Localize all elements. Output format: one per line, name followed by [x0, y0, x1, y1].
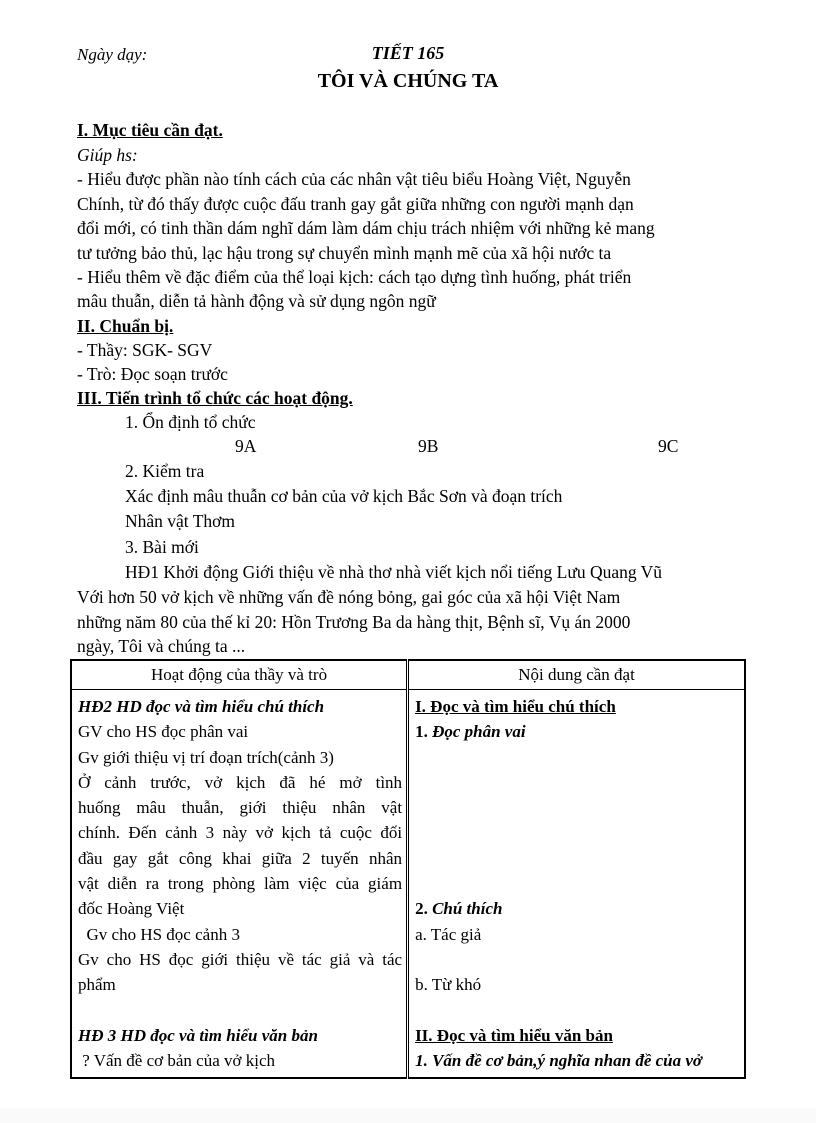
step-1: 1. Ổn định tổ chức [125, 412, 256, 432]
goal-line: Chính, từ đó thấy được cuộc đấu tranh gay gắt giữa những con người mạnh dạn [77, 194, 634, 214]
activities-cell [71, 690, 408, 1079]
prep-line: - Trò: Đọc soạn trước [77, 364, 228, 384]
check-line: Nhân vật Thơm [125, 511, 236, 531]
activity-line: vật diễn ra trong phòng làm việc của giám [78, 874, 403, 894]
activity-line: Gv cho HS đọc cảnh 3 [78, 924, 240, 944]
date-label: Ngày dạy: [77, 45, 148, 64]
intro-line: những năm 80 của thế kỉ 20: Hồn Trương Ba da hàng thịt, Bệnh sĩ, Vụ án 2000 [77, 612, 631, 632]
activity-line: Ở cảnh trước, vở kịch đã hé mở tình [78, 772, 403, 792]
activity-line: Gv cho HS đọc giới thiệu về tác giả và tác [78, 949, 403, 969]
goal-line: đổi mới, có tinh thần dám nghĩ dám làm dám chịu trách nhiệm với những kẻ mang [77, 218, 655, 238]
goal-line: mâu thuẫn, diễn tả hành động và sử dụng ngôn ngữ [77, 291, 436, 311]
item-number: 2. [415, 899, 433, 919]
item-label: Đọc phân vai [432, 722, 526, 742]
step-2: 2. Kiểm tra [125, 461, 205, 481]
page-bottom-edge [0, 1108, 816, 1123]
content-item: b. Từ khó [415, 975, 482, 995]
class-9c: 9C [658, 436, 679, 456]
goal-line: tư tưởng bảo thủ, lạc hậu trong sự chuyển mình mạnh mẽ của xã hội nước ta [77, 243, 612, 263]
content-section-2: II. Đọc và tìm hiểu văn bản [415, 1025, 613, 1045]
activity-line: chính. Đến cảnh 3 này vở kịch tả cuộc đối [78, 823, 403, 843]
activity-line: đốc Hoàng Việt [78, 899, 185, 919]
column-header-activities: Hoạt động của thầy và trò [71, 660, 408, 690]
activity-line: đầu gay gắt công khai giữa 2 tuyến nhân [78, 848, 403, 868]
goal-line: - Hiểu thêm về đặc điểm của thể loại kịch: cách tạo dựng tình huống, phát triển [77, 267, 632, 287]
content-section-1: I. Đọc và tìm hiểu chú thích [415, 697, 616, 716]
content-item: 1. Vấn đề cơ bản,ý nghĩa nhan đề của vở [415, 1051, 703, 1071]
hd2-heading: HĐ2 HD đọc và tìm hiểu chú thích [78, 697, 325, 716]
intro-line: Với hơn 50 vở kịch về những vấn đề nóng bỏng, gai góc của xã hội Việt Nam [77, 587, 621, 607]
section2-heading: II. Chuẩn bị. [77, 316, 174, 336]
intro-line: ngày, Tôi và chúng ta ... [77, 636, 246, 656]
step-3: 3. Bài mới [125, 537, 199, 557]
column-header-content: Nội dung cần đạt [408, 660, 745, 690]
item-number: 1. [415, 722, 433, 742]
hd3-heading: HĐ 3 HD đọc và tìm hiểu văn bản [78, 1025, 318, 1045]
blank-line [78, 998, 402, 1023]
activity-line: phẩm [78, 975, 116, 995]
lesson-table [70, 659, 746, 1079]
content-item [415, 719, 740, 744]
content-cell [408, 690, 745, 1079]
activity-line: GV cho HS đọc phân vai [78, 722, 249, 742]
lesson-number: TIẾT 165 [371, 43, 445, 63]
content-item [415, 896, 740, 921]
section1-heading: I. Mục tiêu cần đạt. [77, 120, 223, 140]
intro-line: HĐ1 Khởi động Giới thiệu về nhà thơ nhà viết kịch nổi tiếng Lưu Quang Vũ [125, 562, 663, 582]
page-title: TÔI VÀ CHÚNG TA [317, 70, 499, 92]
activity-line: huống mâu thuẫn, giới thiệu nhân vật [78, 798, 403, 818]
class-9b: 9B [418, 436, 439, 456]
item-label: Chú thích [432, 899, 503, 919]
activity-line: Gv giới thiệu vị trí đoạn trích(cảnh 3) [78, 747, 334, 767]
class-9a: 9A [235, 436, 257, 456]
prep-line: - Thầy: SGK- SGV [77, 340, 213, 360]
content-item: a. Tác giả [415, 924, 482, 944]
goal-line: - Hiểu được phần nào tính cách của các nhân vật tiêu biểu Hoàng Việt, Nguyễn [77, 169, 631, 189]
check-line: Xác định mâu thuẫn cơ bản của vở kịch Bắc Sơn và đoạn trích [125, 486, 563, 506]
section3-heading: III. Tiến trình tổ chức các hoạt động. [77, 388, 353, 408]
section1-intro: Giúp hs: [77, 145, 138, 165]
question-line: ? Vấn đề cơ bản của vở kịch [78, 1051, 276, 1071]
